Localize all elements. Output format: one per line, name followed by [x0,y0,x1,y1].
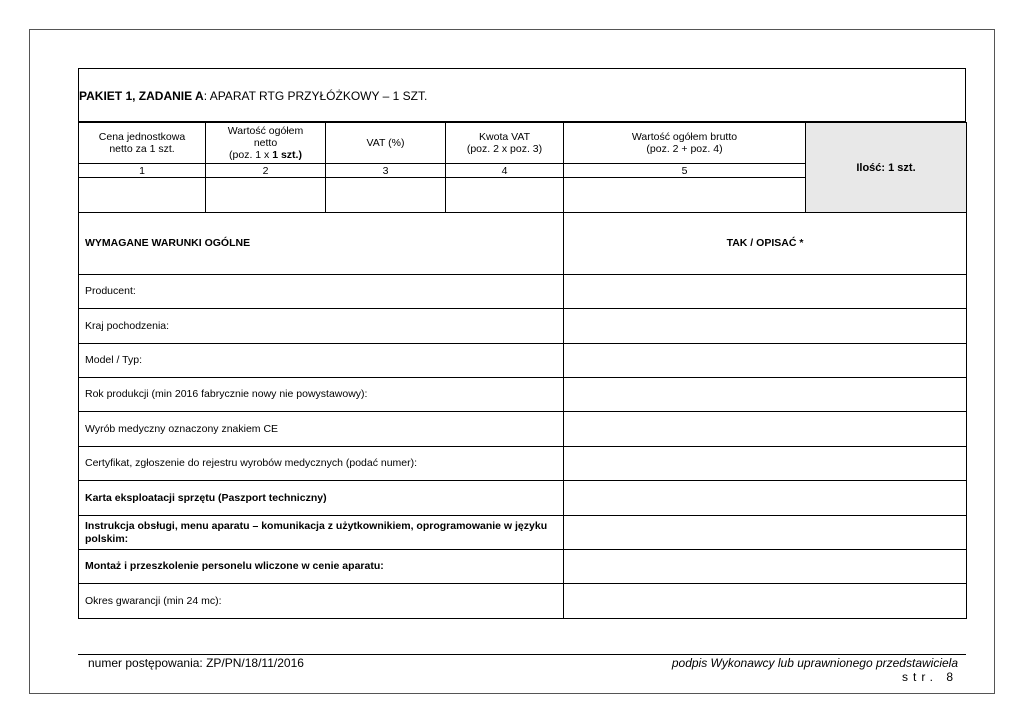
answer-cell[interactable] [564,481,967,516]
column-number: 3 [326,164,446,178]
requirement-label: Certyfikat, zgłoszenie do rejestru wyrobów medycznych (podać numer): [79,447,564,481]
header-unit-price: Cena jednostkowa netto za 1 szt. [79,123,206,164]
column-number: 2 [206,164,326,178]
package-title-rest: : APARAT RTG PRZYŁÓŻKOWY – 1 SZT. [203,89,428,103]
signature-caption: podpis Wykonawcy lub uprawnionego przedstawiciela [671,656,958,670]
footer-divider [78,654,966,655]
header-gross-total: Wartość ogółem brutto (poz. 2 + poz. 4) [564,123,806,164]
package-title [79,89,427,103]
price-table [78,122,967,213]
column-number: 1 [79,164,206,178]
net-total-input-cell[interactable] [206,178,326,213]
answer-cell[interactable] [564,378,967,412]
header-vat-percent: VAT (%) [326,123,446,164]
vat-amount-input-cell[interactable] [446,178,564,213]
requirement-label: Wyrób medyczny oznaczony znakiem CE [79,412,564,447]
gross-total-input-cell[interactable] [564,178,806,213]
answer-cell[interactable] [564,309,967,344]
requirement-label: Kraj pochodzenia: [79,309,564,344]
answer-cell[interactable] [564,412,967,447]
unit-price-input-cell[interactable] [79,178,206,213]
requirement-label: Okres gwarancji (min 24 mc): [79,584,564,619]
requirement-label: Rok produkcji (min 2016 fabrycznie nowy nie powystawowy): [79,378,564,412]
requirements-header: WYMAGANE WARUNKI OGÓLNE [79,213,564,275]
requirement-label: Model / Typ: [79,344,564,378]
quantity-cell: Ilość: 1 szt. [806,123,967,213]
page-number: str. 8 [901,670,958,684]
answer-cell[interactable] [564,275,967,309]
answer-cell[interactable] [564,584,967,619]
requirement-label: Montaż i przeszkolenie personelu wliczone w cenie aparatu: [79,550,564,584]
answer-cell[interactable] [564,550,967,584]
procedure-number: numer postępowania: ZP/PN/18/11/2016 [88,656,304,670]
requirement-label: Instrukcja obsługi, menu aparatu – komunikacja z użytkownikiem, oprogramowanie w języku polskim: [79,516,564,550]
answer-header: TAK / OPISAĆ * [564,213,967,275]
requirements-table [78,212,967,619]
title-box [78,68,966,123]
header-net-total: Wartość ogółem netto (poz. 1 x 1 szt.) [206,123,326,164]
answer-cell[interactable] [564,344,967,378]
header-vat-amount: Kwota VAT (poz. 2 x poz. 3) [446,123,564,164]
package-title-bold: PAKIET 1, ZADANIE A [79,89,204,103]
requirement-label: Producent: [79,275,564,309]
vat-percent-input-cell[interactable] [326,178,446,213]
answer-cell[interactable] [564,447,967,481]
requirement-label: Karta eksploatacji sprzętu (Paszport techniczny) [79,481,564,516]
answer-cell[interactable] [564,516,967,550]
column-number: 4 [446,164,564,178]
column-number: 5 [564,164,806,178]
